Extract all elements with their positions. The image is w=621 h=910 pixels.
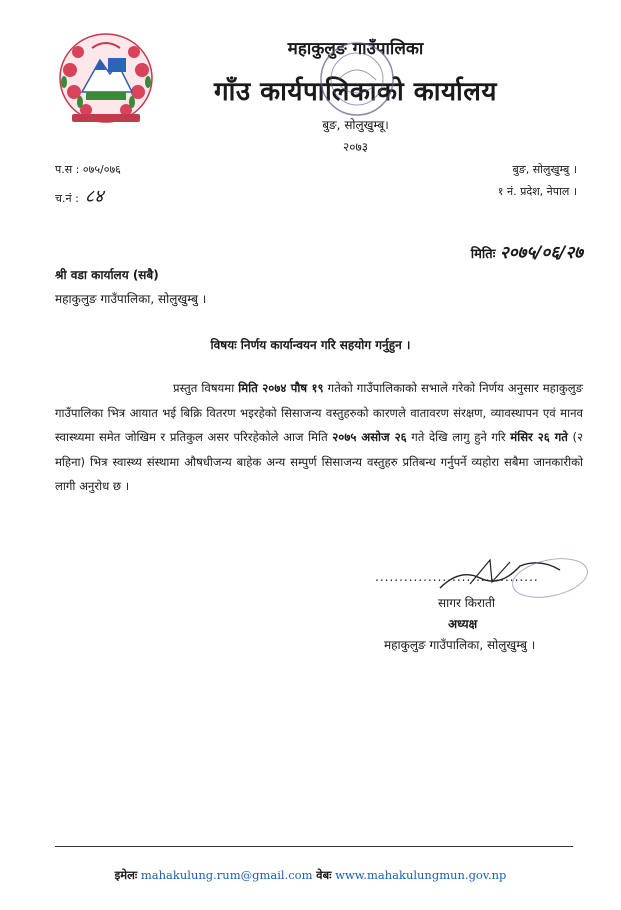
office-place: बुङ, सोलुखुम्बु । bbox=[512, 163, 577, 176]
date-value: २०७५/०६/२७ bbox=[499, 243, 583, 263]
web-label: वेबः bbox=[316, 868, 332, 882]
signature-dotted-line: .................................. bbox=[375, 570, 539, 584]
patra-sankhya: प.स : ०७५/०७६ bbox=[55, 163, 121, 176]
chalani-label: च.नं : bbox=[55, 192, 79, 205]
body-part-4: (२ महिना) भित्र स्वास्थ्य संस्थामा औषधीजन्य बाहेक अन्य सम्पुर्ण सिसाजन्य वस्तुहरु प्रतिबन्ध गर्नुपर्ने व्यहोरा सबैमा जानकारीको लागी अनुरोध छ । bbox=[55, 430, 584, 493]
date-label: मितिः bbox=[470, 247, 496, 262]
established-year: २०७३ bbox=[343, 140, 368, 154]
letter-subject: विषयः निर्णय कार्यान्वयन गरि सहयोग गर्नुहुन । bbox=[210, 338, 411, 352]
chalani-value: ८४ bbox=[84, 186, 104, 207]
body-part-2: गतेको गाउँपालिकाको सभाले गरेको निर्णय अनुसार महाकुलुङ गाउँपालिका भित्र आयात भई बिक्रि वितरण भइरहेको सिसाजन्य वस्तुहरुको कारणले वातावरण संरक्षण, व्यावस्थापन एवं मानव स्वास्थ्यमा समेत जोखिम र प्रतिकुल असर परिरहेकोले आज मिति bbox=[55, 381, 583, 444]
body-part-1: प्रस्तुत विषयमा bbox=[173, 381, 239, 395]
letter-date bbox=[471, 240, 583, 263]
signatory-title: अध्यक्ष bbox=[448, 617, 478, 631]
municipality-name: महाकुलुङ गाउँपालिका bbox=[287, 39, 424, 59]
letter-body bbox=[55, 376, 583, 499]
province-line: १ नं. प्रदेश, नेपाल । bbox=[497, 185, 577, 198]
body-bold-date-2: २०७५ असोज २६ bbox=[332, 430, 407, 444]
body-part-3: गते देखि लागु हुने गरि bbox=[406, 430, 511, 444]
recipient-address: महाकुलुङ गाउँपालिका, सोलुखुम्बु । bbox=[55, 292, 207, 306]
office-address: बुङ, सोलुखुम्बू। bbox=[322, 118, 389, 132]
chalani-number bbox=[55, 184, 104, 208]
body-bold-date-1: मिति २०७४ पौष १९ bbox=[238, 381, 324, 395]
body-bold-date-3: मंसिर २६ गते bbox=[510, 430, 568, 444]
email-link[interactable]: mahakulung.rum@gmail.com bbox=[140, 868, 313, 882]
signatory-office: महाकुलुङ गाउँपालिका, सोलुखुम्बु । bbox=[384, 638, 536, 652]
office-name: गाँउ कार्यपालिकाको कार्यालय bbox=[214, 77, 497, 107]
email-label: इमेलः bbox=[114, 868, 138, 882]
web-link[interactable]: www.mahakulungmun.gov.np bbox=[335, 868, 507, 882]
recipient-name: श्री वडा कार्यालय (सबै) bbox=[55, 268, 159, 282]
signatory-name: सागर किराती bbox=[438, 596, 495, 610]
office-round-stamp-icon bbox=[318, 40, 396, 118]
footer-contact bbox=[0, 868, 621, 883]
footer-divider bbox=[55, 846, 573, 847]
